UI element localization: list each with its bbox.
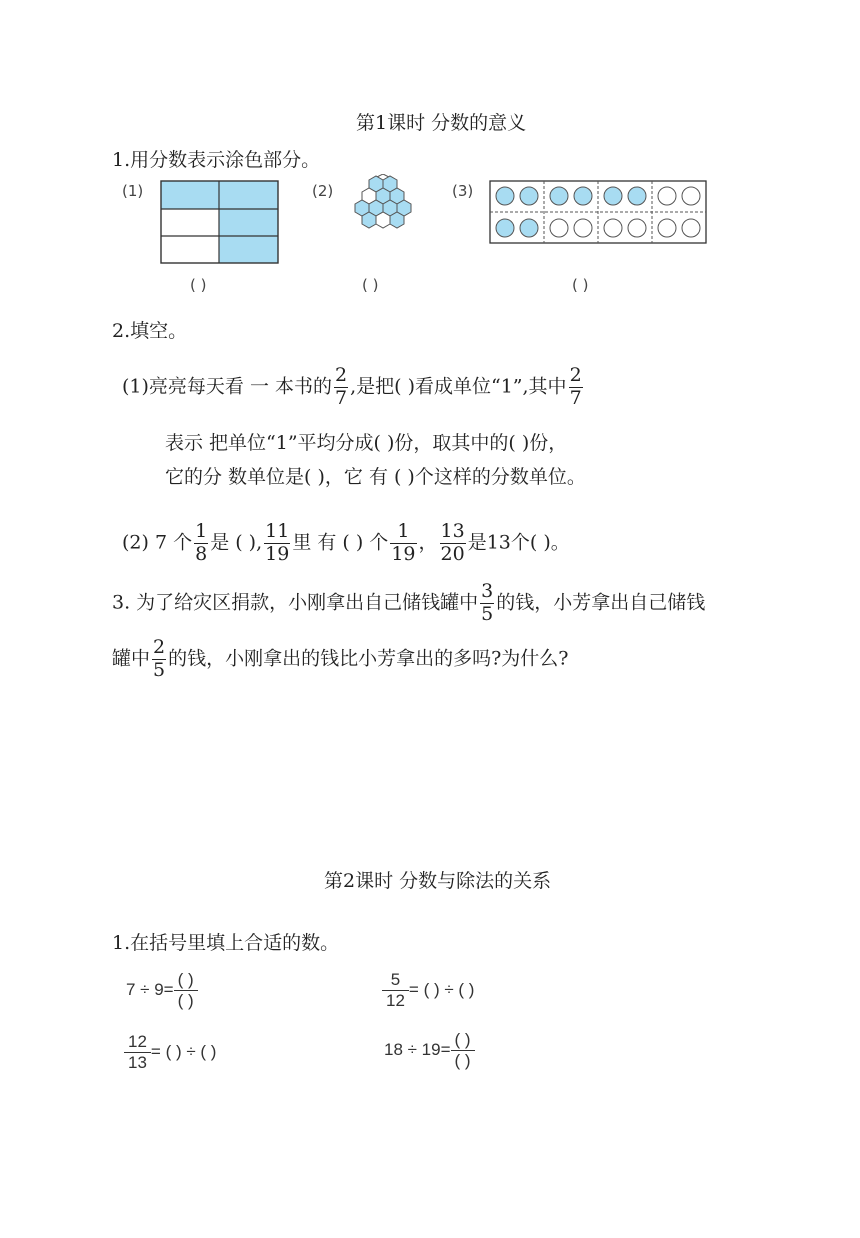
fraction — [440, 522, 466, 565]
figure1-label: (1) — [122, 182, 144, 200]
lesson1-title: 第1课时 分数的意义 — [356, 112, 527, 134]
numerator: 5 — [390, 970, 401, 989]
denominator: 5 — [481, 602, 494, 625]
eq3-right[interactable]: = ( ) ÷ ( ) — [150, 1042, 217, 1062]
denominator: 7 — [569, 386, 582, 409]
q3-line2 — [112, 638, 568, 681]
denominator: 12 — [382, 990, 409, 1011]
q3-line1 — [112, 582, 705, 625]
q2p2-text-c: 里 有 ( ) 个 — [292, 531, 389, 554]
denominator: 19 — [391, 542, 416, 565]
q2-instruction: 2.填空。 — [112, 320, 188, 342]
equation-4 — [384, 1030, 475, 1070]
fraction — [264, 522, 290, 565]
eq1-left: 7 ÷ 9= — [126, 980, 174, 1000]
q2-part1-line1 — [122, 366, 585, 409]
fraction — [390, 522, 416, 565]
fraction — [124, 1032, 151, 1072]
numerator: 1 — [397, 520, 410, 542]
figure2-label: (2) — [312, 182, 334, 200]
fraction — [152, 638, 166, 681]
q2p2-text-e: 是13个( )。 — [467, 531, 570, 554]
fraction — [569, 366, 583, 409]
eq2-right[interactable]: = ( ) ÷ ( ) — [408, 980, 475, 1000]
denominator: 20 — [440, 542, 465, 565]
numerator: 12 — [128, 1032, 147, 1051]
figure2-answer-blank[interactable]: ( ) — [362, 276, 379, 294]
denominator: 5 — [153, 658, 166, 681]
q2-part2-line — [122, 522, 570, 565]
answer-fraction[interactable] — [451, 1030, 475, 1070]
q2p2-text-b: 是 ( ), — [210, 531, 263, 554]
fraction — [382, 970, 409, 1010]
q2-part1-line3: 它的分 数单位是( )，它 有 ( )个这样的分数单位。 — [165, 466, 586, 488]
q3-text-a: 3. 为了给灾区捐款，小刚拿出自己储钱罐中 — [112, 591, 479, 614]
q2p1-text-b: ,是把( )看成单位“1”,其中 — [350, 375, 567, 398]
fraction — [480, 582, 494, 625]
q3-text-d: 的钱，小刚拿出的钱比小芳拿出的多吗?为什么? — [168, 647, 569, 670]
figure3-answer-blank[interactable]: ( ) — [572, 276, 589, 294]
numerator: 1 — [195, 520, 208, 542]
eq4-left: 18 ÷ 19= — [384, 1040, 451, 1060]
denominator: 19 — [265, 542, 290, 565]
fraction — [194, 522, 208, 565]
denominator: 8 — [195, 542, 208, 565]
denominator: 13 — [124, 1052, 151, 1073]
numerator: 3 — [481, 580, 494, 602]
equation-3 — [124, 1032, 216, 1072]
numerator: 13 — [440, 520, 465, 542]
lesson2-title: 第2课时 分数与除法的关系 — [324, 870, 552, 892]
denominator-blank[interactable]: ( ) — [451, 1050, 475, 1071]
numerator: 2 — [153, 636, 166, 658]
q2p2-text-a: (2) 7 个 — [122, 531, 193, 554]
figure3-circles-grid — [489, 180, 709, 246]
numerator-blank[interactable]: ( ) — [177, 970, 194, 989]
numerator: 11 — [265, 520, 290, 542]
figure1-rectangle-grid — [160, 180, 280, 266]
denominator: 7 — [335, 386, 348, 409]
q3-text-c: 罐中 — [112, 647, 151, 670]
q3-text-b: 的钱，小芳拿出自己储钱 — [496, 591, 706, 614]
figure3-label: (3) — [452, 182, 474, 200]
fraction — [334, 366, 348, 409]
q1-instruction: 1.用分数表示涂色部分。 — [112, 149, 321, 171]
denominator-blank[interactable]: ( ) — [174, 990, 198, 1011]
q2p1-text-a: (1)亮亮每天看 一 本书的 — [122, 375, 332, 398]
numerator: 2 — [335, 364, 348, 386]
numerator: 2 — [569, 364, 582, 386]
q2p2-text-d: ， — [418, 531, 438, 554]
figure2-hexagon-cluster — [346, 174, 426, 250]
equation-2 — [382, 970, 474, 1010]
answer-fraction[interactable] — [174, 970, 198, 1010]
numerator-blank[interactable]: ( ) — [454, 1030, 471, 1049]
q2-part1-line2: 表示 把单位“1”平均分成( )份，取其中的( )份， — [165, 432, 568, 454]
equation-1 — [126, 970, 198, 1010]
figure1-answer-blank[interactable]: ( ) — [190, 276, 207, 294]
lesson2-q1-instruction: 1.在括号里填上合适的数。 — [112, 932, 340, 954]
